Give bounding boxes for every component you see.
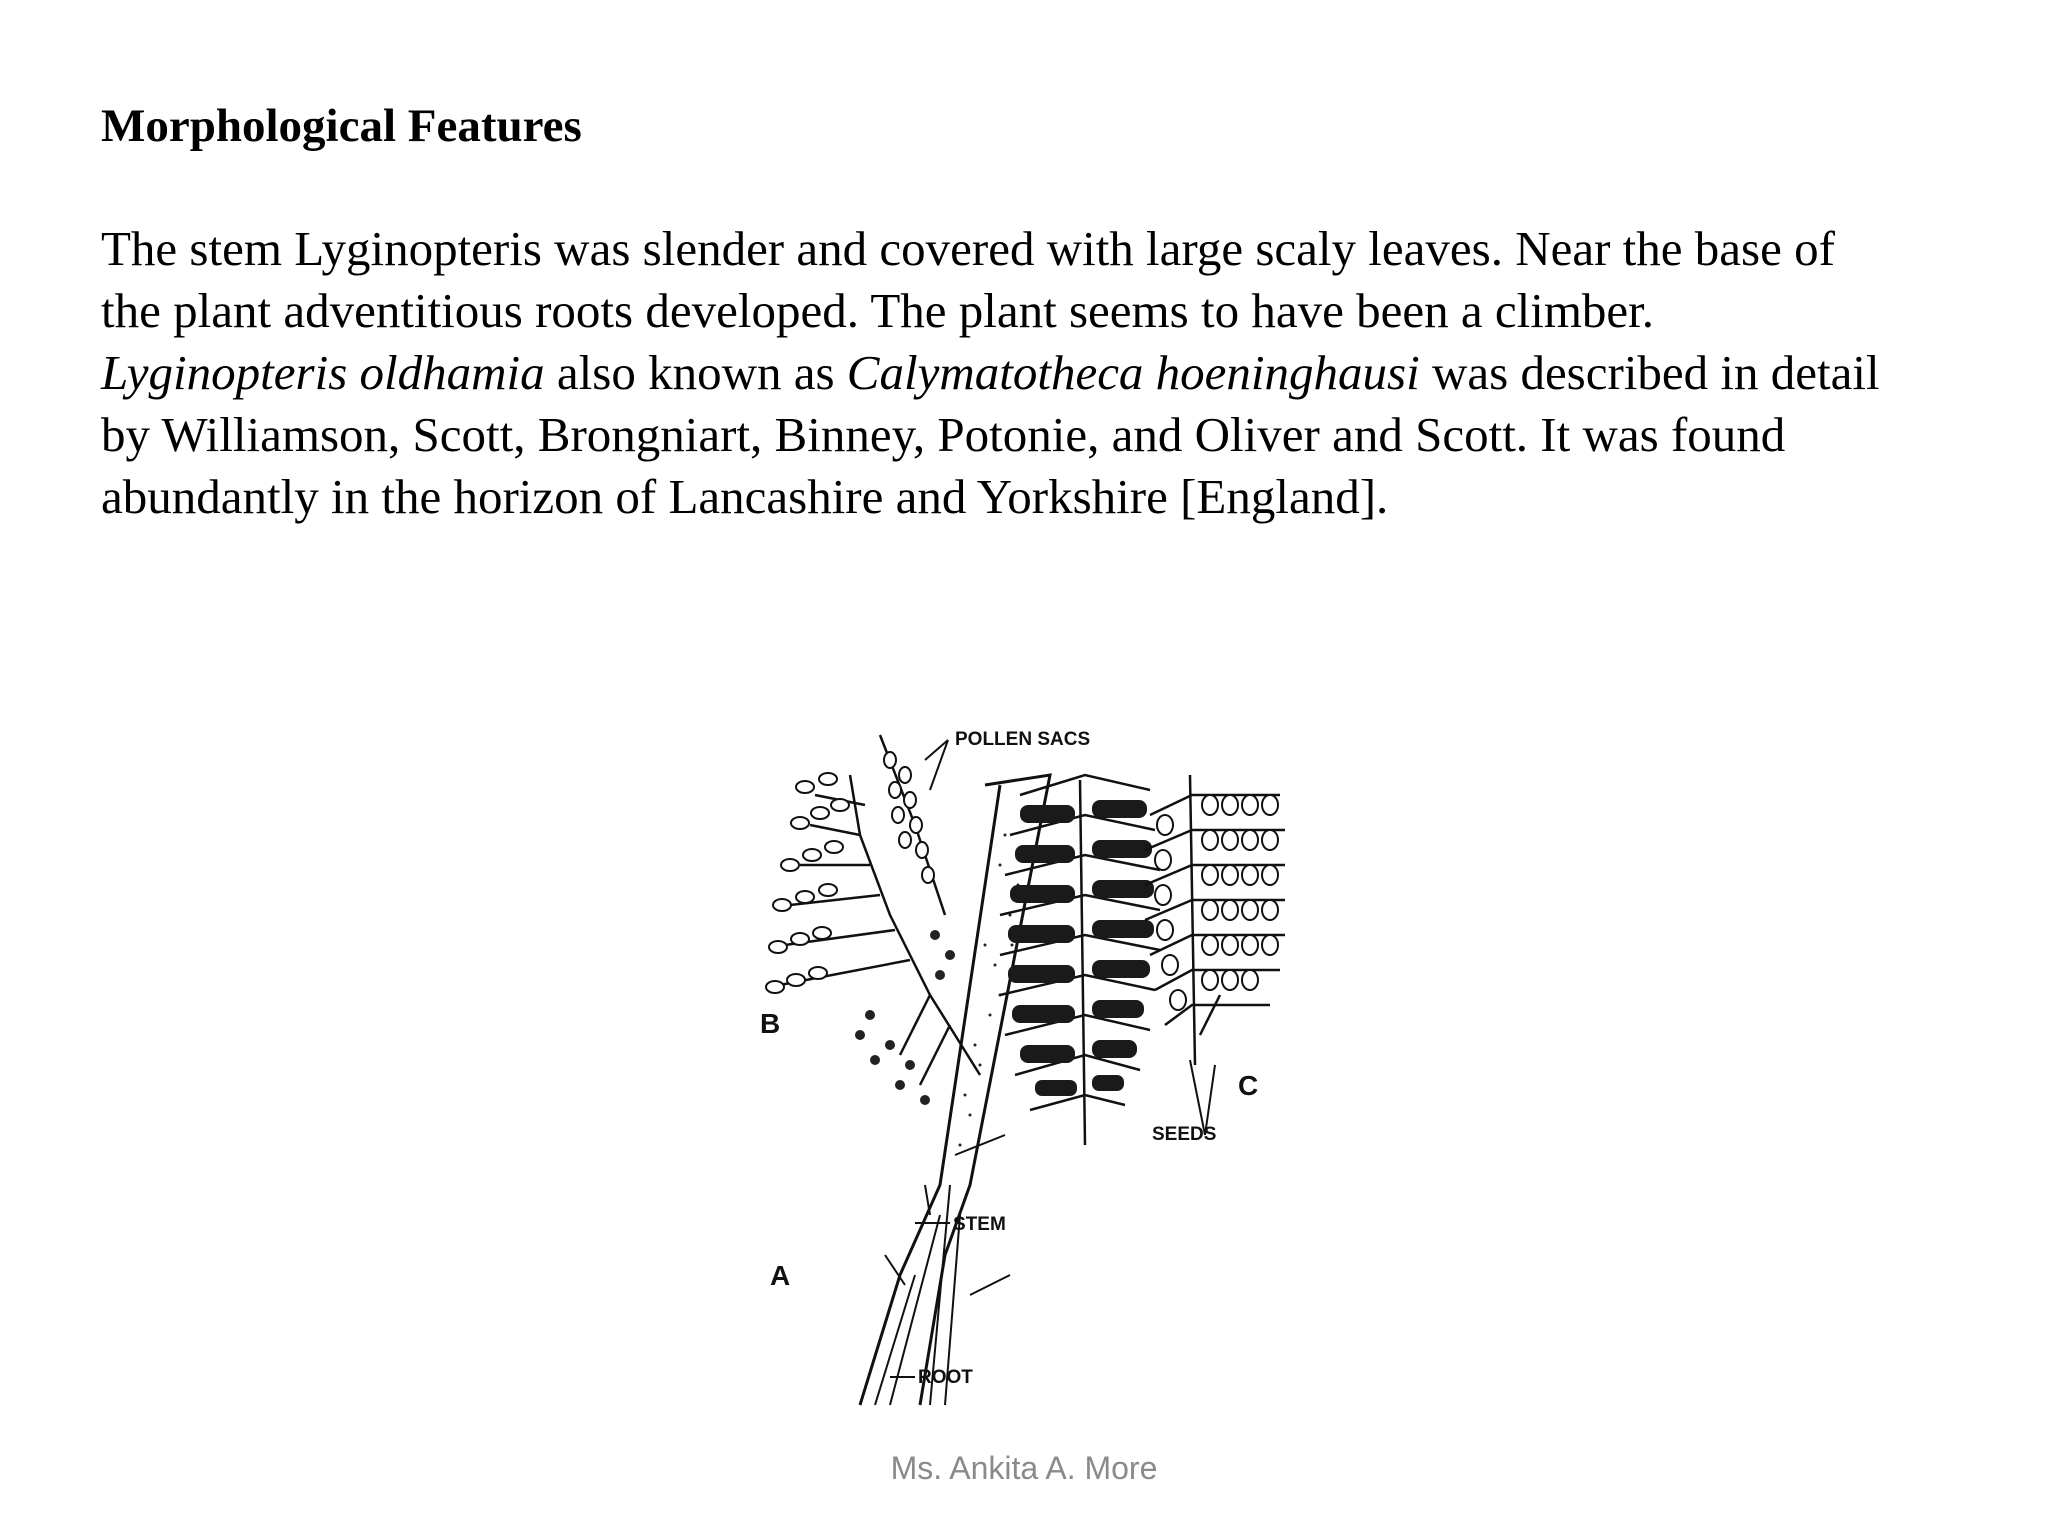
footer-author: Ms. Ankita A. More (890, 1450, 1158, 1486)
pollen-sacs (766, 752, 934, 993)
body-line-4: by Williamson, Scott, Brongniart, Binney, Potonie, and Oliver and Scott. It was found (101, 407, 1786, 462)
species-name-lyginopteris: Lyginopteris oldhamia (101, 345, 545, 400)
stem-stipple (959, 834, 1020, 1147)
stem-drawing (860, 775, 1050, 1405)
body-line-3 (101, 342, 1981, 404)
body-line-5: abundantly in the horizon of Lancashire and Yorkshire [England]. (101, 469, 1389, 524)
label-root: ROOT (918, 1367, 973, 1388)
lyginopteris-illustration (700, 715, 1360, 1415)
label-letter-c: C (1238, 1070, 1259, 1101)
body-line-2: the plant adventitious roots developed. The plant seems to have been a climber. (101, 283, 1655, 338)
label-stem: STEM (953, 1214, 1006, 1235)
body-line-1: The stem Lyginopteris was slender and covered with large scaly leaves. Near the base of (101, 221, 1835, 276)
label-letter-b: B (760, 1008, 781, 1039)
body-paragraph (101, 218, 1981, 528)
label-letter-a: A (770, 1260, 791, 1291)
slide-title: Morphological Features (101, 100, 582, 152)
frond-b-leaflets (855, 930, 955, 1105)
label-seeds: SEEDS (1152, 1124, 1217, 1145)
body-line-3-middle: also known as (544, 345, 847, 400)
plant-drawing (700, 715, 1360, 1415)
label-pollen-sacs: POLLEN SACS (955, 729, 1091, 750)
seed-clusters (1155, 795, 1278, 1010)
body-line-3-end: was described in detail (1419, 345, 1880, 400)
species-name-calymatotheca: Calymatotheca hoeninghausi (846, 345, 1420, 400)
